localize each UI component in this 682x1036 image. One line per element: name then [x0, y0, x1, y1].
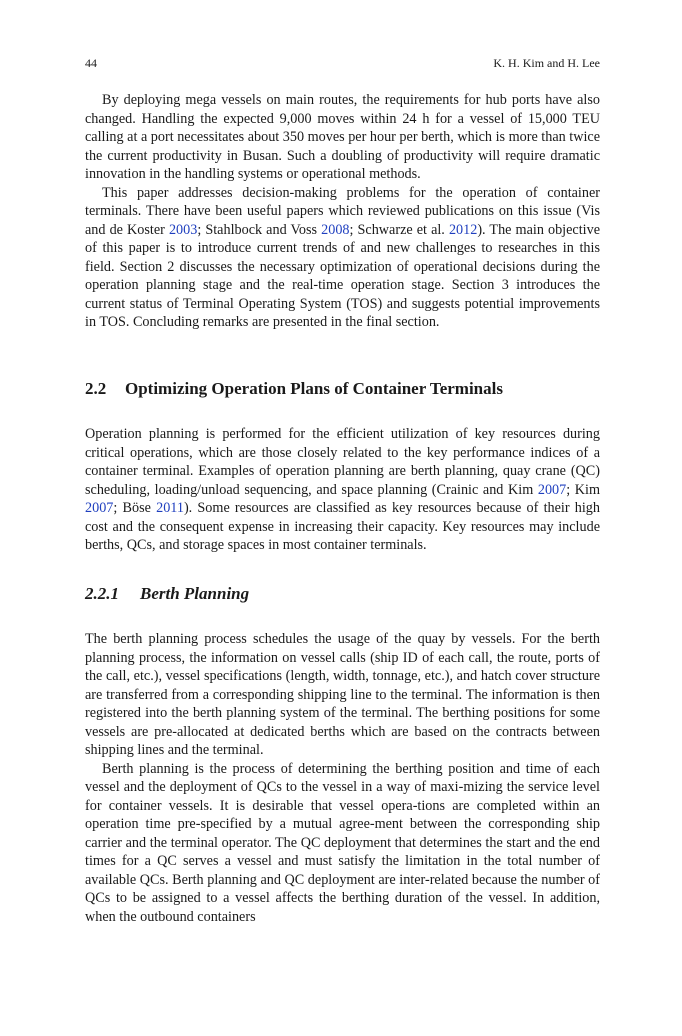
- intro-paragraph-1: By deploying mega vessels on main routes, the requirements for hub ports have also changed. Handling the expected 9,000 moves within 24 h for a vessel of 15,000 TEU calling at a port necessitates about 350 moves per hour per berth, which is more than twice the current productivity in Busan. Such a doubling of productivity will require dramatic innovation in the handling systems or operational methods.: [85, 92, 600, 182]
- citation-link[interactable]: 2012: [448, 221, 478, 238]
- running-header: [85, 56, 600, 72]
- citation-link[interactable]: 2003: [168, 221, 198, 238]
- intro-text: [85, 91, 600, 332]
- section-2-2-paragraph: [85, 425, 600, 555]
- section-2-2-1-body: [85, 630, 600, 926]
- text-run: ). Some resources are classified as key resources because of their high cost and the consequent expense in increasing their capacity. Key resources may include berths, QCs, and storage spaces in most container terminals.: [85, 500, 600, 553]
- citation-link[interactable]: 2007: [85, 500, 114, 516]
- text-run: ; Böse: [113, 500, 157, 516]
- citation-link[interactable]: 2011: [156, 500, 184, 516]
- intro-paragraph-2: [85, 184, 600, 332]
- berth-paragraph-1: The berth planning process schedules the usage of the quay by vessels. For the berth planning process, the information on vessel calls (ship ID of each call, the route, ports of the call, etc.), vessel specifications (length, width, tonnage, etc.), and hatch cover structure are transferred from a corresponding shipping line to the terminal. The information is then registered into the berth planning system of the terminal. The berthing positions for some vessels are pre-allocated at dedicated berths which are based on the contracts between shipping lines and the terminal.: [85, 631, 600, 758]
- subsection-title: [85, 583, 600, 605]
- section-title: [85, 378, 600, 400]
- section-heading-2-2-1: [85, 583, 600, 605]
- section-2-2-body: [85, 425, 600, 555]
- text-run: This paper addresses decision-making problems for the operation of container terminals. There have been useful papers which reviewed publications on this issue (Vis and de Koster: [85, 184, 600, 238]
- text-run: ; Stahlbock and Voss: [197, 221, 322, 238]
- text-run: ). The main objective of this paper is to introduce current trends of and new challenges to researches in this field. Section 2 discusses the necessary optimization of operational decisions during the operation planning stage and the real-time operation stage. Section 3 introduces the current status of Terminal Operating System (TOS) and suggests potential improvements in TOS. Concluding remarks are presented in the final section.: [85, 221, 600, 330]
- page-number: 44: [85, 56, 97, 70]
- section-title-text: Optimizing Operation Plans of Container Terminals: [125, 379, 503, 398]
- text-run: ; Schwarze et al.: [349, 221, 449, 238]
- subsection-title-text: Berth Planning: [140, 584, 250, 603]
- section-number: 2.2: [85, 379, 107, 398]
- berth-paragraph-2: Berth planning is the process of determining the berthing position and time of each vessel and the deployment of QCs to the vessel in a way of maxi-mizing the service level for container vessels. It is desirable that vessel opera-tions are completed within an operation time pre-specified by a mutual agree-ment between the corresponding ship carrier and the terminal operator. The QC deployment that determines the start and the end times for a QC serves a vessel and must satisfy the limitation in the total number of available QCs. Berth planning and QC deployment are inter-related because the number of QCs to be assigned to a vessel affects the berthing duration of the vessel. In addition, when the outbound containers: [85, 760, 600, 925]
- text-run: Operation planning is performed for the efficient utilization of key resources during critical operations, which are those closely related to the key performance indices of a container terminal. Examples of operation planning are berth planning, quay crane (QC) scheduling, loading/unload sequencing, and space planning (Crainic and Kim: [85, 426, 600, 498]
- citation-link[interactable]: 2007: [537, 481, 567, 498]
- text-run: ; Kim: [566, 481, 600, 498]
- running-head-authors: K. H. Kim and H. Lee: [493, 56, 600, 70]
- citation-link[interactable]: 2008: [321, 221, 350, 238]
- section-heading-2-2: [85, 378, 600, 400]
- subsection-number: 2.2.1: [85, 584, 119, 603]
